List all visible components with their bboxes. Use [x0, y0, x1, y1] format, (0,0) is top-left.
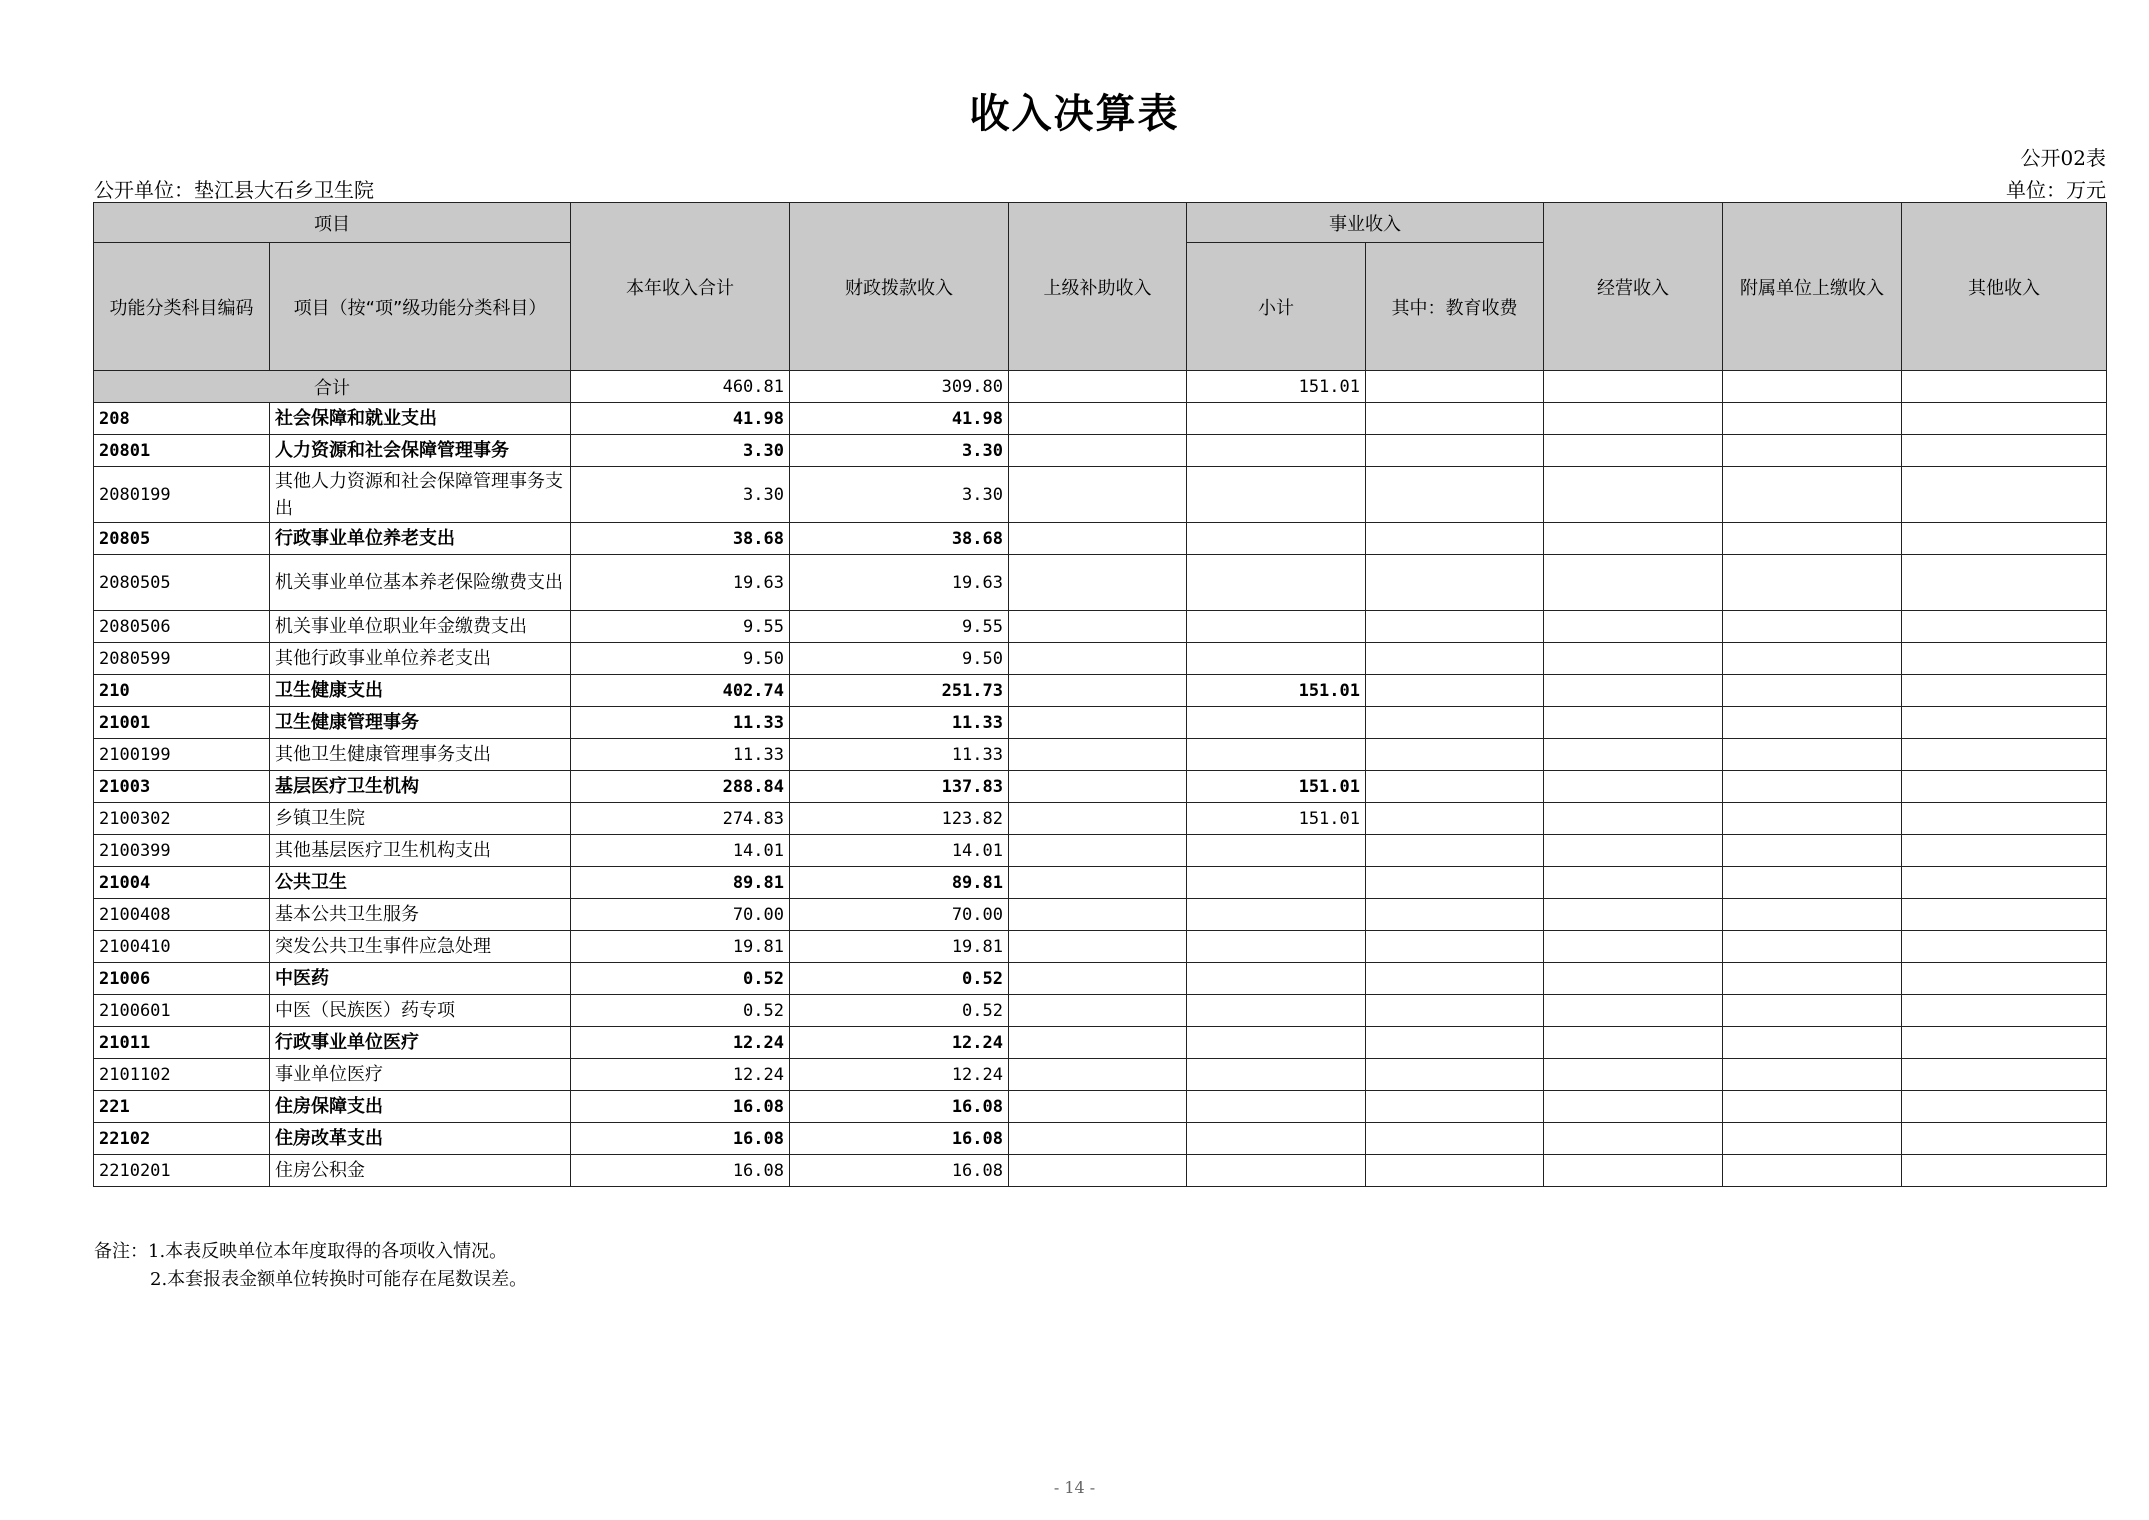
amount-cell: [1009, 931, 1187, 963]
amount-cell: [1009, 403, 1187, 435]
amount-cell: 9.55: [571, 611, 790, 643]
amount-cell: [1544, 707, 1723, 739]
table-row: [94, 931, 2107, 963]
amount-cell: 274.83: [571, 803, 790, 835]
amount-cell: [1723, 675, 1902, 707]
amount-cell: [1366, 467, 1544, 523]
amount-cell: [1544, 1059, 1723, 1091]
amount-cell: [1366, 675, 1544, 707]
amount-cell: 41.98: [571, 403, 790, 435]
amount-cell: 11.33: [790, 707, 1009, 739]
func-code-cell: 2080599: [94, 643, 270, 675]
header-func-code: 功能分类科目编码: [94, 243, 270, 371]
total-cell: [1902, 371, 2107, 403]
amount-cell: [1544, 611, 1723, 643]
amount-cell: [1009, 435, 1187, 467]
amount-cell: [1009, 1027, 1187, 1059]
func-code-cell: 21003: [94, 771, 270, 803]
amount-cell: [1723, 523, 1902, 555]
amount-cell: [1902, 467, 2107, 523]
amount-cell: 151.01: [1187, 675, 1366, 707]
amount-cell: 16.08: [790, 1155, 1009, 1187]
amount-cell: [1902, 555, 2107, 611]
func-code-cell: 20805: [94, 523, 270, 555]
amount-cell: 19.81: [571, 931, 790, 963]
amount-cell: 41.98: [790, 403, 1009, 435]
amount-cell: [1902, 523, 2107, 555]
func-code-cell: 2100199: [94, 739, 270, 771]
table-row: [94, 523, 2107, 555]
note-1: 备注：1.本表反映单位本年度取得的各项收入情况。: [94, 1241, 508, 1262]
header-subtotal: 小计: [1187, 243, 1366, 371]
currency-unit: 单位：万元: [2006, 178, 2106, 202]
amount-cell: [1902, 1059, 2107, 1091]
amount-cell: [1544, 899, 1723, 931]
table-row: [94, 1059, 2107, 1091]
func-name-cell: 行政事业单位医疗: [270, 1027, 571, 1059]
amount-cell: [1366, 403, 1544, 435]
amount-cell: [1723, 403, 1902, 435]
amount-cell: [1187, 1091, 1366, 1123]
amount-cell: 288.84: [571, 771, 790, 803]
header-fiscal: 财政拨款收入: [790, 203, 1009, 371]
amount-cell: [1009, 899, 1187, 931]
amount-cell: 14.01: [790, 835, 1009, 867]
amount-cell: 11.33: [790, 739, 1009, 771]
amount-cell: [1366, 835, 1544, 867]
table-row: [94, 899, 2107, 931]
amount-cell: [1723, 643, 1902, 675]
amount-cell: [1009, 707, 1187, 739]
total-cell: 309.80: [790, 371, 1009, 403]
amount-cell: [1366, 771, 1544, 803]
amount-cell: [1723, 611, 1902, 643]
header-operating: 经营收入: [1544, 203, 1723, 371]
amount-cell: [1723, 707, 1902, 739]
func-code-cell: 208: [94, 403, 270, 435]
amount-cell: [1902, 867, 2107, 899]
amount-cell: 3.30: [790, 467, 1009, 523]
func-code-cell: 2100408: [94, 899, 270, 931]
reporting-unit: 公开单位：垫江县大石乡卫生院: [94, 178, 374, 202]
amount-cell: [1366, 931, 1544, 963]
amount-cell: [1187, 467, 1366, 523]
amount-cell: [1366, 739, 1544, 771]
total-label: 合计: [94, 371, 571, 403]
amount-cell: [1723, 555, 1902, 611]
amount-cell: [1366, 899, 1544, 931]
table-row: [94, 403, 2107, 435]
amount-cell: [1366, 867, 1544, 899]
amount-cell: 251.73: [790, 675, 1009, 707]
table-row: [94, 467, 2107, 523]
func-name-cell: 人力资源和社会保障管理事务: [270, 435, 571, 467]
func-code-cell: 2101102: [94, 1059, 270, 1091]
func-code-cell: 2080505: [94, 555, 270, 611]
amount-cell: [1009, 611, 1187, 643]
table-row: [94, 995, 2107, 1027]
amount-cell: [1723, 963, 1902, 995]
amount-cell: [1187, 555, 1366, 611]
func-code-cell: 210: [94, 675, 270, 707]
amount-cell: 0.52: [571, 963, 790, 995]
amount-cell: [1366, 523, 1544, 555]
amount-cell: [1544, 523, 1723, 555]
amount-cell: [1723, 835, 1902, 867]
amount-cell: [1723, 435, 1902, 467]
table-row: [94, 867, 2107, 899]
amount-cell: [1187, 523, 1366, 555]
amount-cell: [1187, 643, 1366, 675]
amount-cell: [1723, 1091, 1902, 1123]
form-number: 公开02表: [2020, 146, 2106, 170]
amount-cell: [1009, 467, 1187, 523]
amount-cell: [1366, 1091, 1544, 1123]
amount-cell: [1544, 835, 1723, 867]
amount-cell: [1723, 1027, 1902, 1059]
amount-cell: [1723, 739, 1902, 771]
amount-cell: [1902, 707, 2107, 739]
amount-cell: [1187, 931, 1366, 963]
amount-cell: [1009, 867, 1187, 899]
amount-cell: [1902, 1027, 2107, 1059]
amount-cell: [1723, 467, 1902, 523]
amount-cell: 16.08: [790, 1123, 1009, 1155]
amount-cell: [1366, 1027, 1544, 1059]
amount-cell: [1544, 403, 1723, 435]
table-row: [94, 1123, 2107, 1155]
amount-cell: [1187, 707, 1366, 739]
amount-cell: [1723, 995, 1902, 1027]
table-body: [94, 371, 2107, 1187]
amount-cell: [1544, 867, 1723, 899]
header-func-name: 项目（按“项”级功能分类科目）: [270, 243, 571, 371]
func-name-cell: 其他基层医疗卫生机构支出: [270, 835, 571, 867]
amount-cell: [1366, 1059, 1544, 1091]
amount-cell: 89.81: [790, 867, 1009, 899]
amount-cell: [1009, 523, 1187, 555]
amount-cell: [1009, 1123, 1187, 1155]
amount-cell: [1009, 803, 1187, 835]
table-row: [94, 835, 2107, 867]
amount-cell: 3.30: [571, 435, 790, 467]
total-cell: [1723, 371, 1902, 403]
amount-cell: 12.24: [790, 1059, 1009, 1091]
func-code-cell: 2210201: [94, 1155, 270, 1187]
func-code-cell: 2100302: [94, 803, 270, 835]
func-name-cell: 其他人力资源和社会保障管理事务支出: [270, 467, 571, 523]
table-row: [94, 771, 2107, 803]
table-row: [94, 1091, 2107, 1123]
func-code-cell: 2100399: [94, 835, 270, 867]
amount-cell: [1902, 1123, 2107, 1155]
amount-cell: [1902, 643, 2107, 675]
amount-cell: [1366, 1123, 1544, 1155]
header-education: 其中：教育收费: [1366, 243, 1544, 371]
amount-cell: 16.08: [571, 1091, 790, 1123]
header-total-income: 本年收入合计: [571, 203, 790, 371]
func-name-cell: 基本公共卫生服务: [270, 899, 571, 931]
amount-cell: 9.50: [571, 643, 790, 675]
amount-cell: 38.68: [790, 523, 1009, 555]
amount-cell: [1009, 1059, 1187, 1091]
func-code-cell: 20801: [94, 435, 270, 467]
table-row: [94, 611, 2107, 643]
header-other: 其他收入: [1902, 203, 2107, 371]
amount-cell: [1009, 1091, 1187, 1123]
total-cell: 460.81: [571, 371, 790, 403]
income-table: [93, 202, 2107, 1187]
amount-cell: [1366, 803, 1544, 835]
amount-cell: [1902, 931, 2107, 963]
amount-cell: 9.55: [790, 611, 1009, 643]
table-row: [94, 1155, 2107, 1187]
amount-cell: 12.24: [790, 1027, 1009, 1059]
amount-cell: 137.83: [790, 771, 1009, 803]
amount-cell: [1723, 771, 1902, 803]
func-code-cell: 21006: [94, 963, 270, 995]
table-row: [94, 803, 2107, 835]
amount-cell: [1187, 435, 1366, 467]
func-name-cell: 住房保障支出: [270, 1091, 571, 1123]
amount-cell: 123.82: [790, 803, 1009, 835]
amount-cell: [1187, 867, 1366, 899]
amount-cell: 151.01: [1187, 803, 1366, 835]
amount-cell: [1187, 1059, 1366, 1091]
func-code-cell: 221: [94, 1091, 270, 1123]
table-row: [94, 739, 2107, 771]
amount-cell: [1009, 995, 1187, 1027]
amount-cell: [1544, 555, 1723, 611]
amount-cell: [1902, 963, 2107, 995]
func-code-cell: 21004: [94, 867, 270, 899]
header-project: 项目: [94, 203, 571, 243]
amount-cell: [1544, 1155, 1723, 1187]
amount-cell: [1902, 611, 2107, 643]
header-superior: 上级补助收入: [1009, 203, 1187, 371]
amount-cell: [1544, 1123, 1723, 1155]
func-name-cell: 中医（民族医）药专项: [270, 995, 571, 1027]
amount-cell: [1902, 1091, 2107, 1123]
amount-cell: 70.00: [571, 899, 790, 931]
amount-cell: 3.30: [571, 467, 790, 523]
amount-cell: [1723, 867, 1902, 899]
amount-cell: [1723, 1155, 1902, 1187]
amount-cell: 19.63: [790, 555, 1009, 611]
func-code-cell: 2100601: [94, 995, 270, 1027]
amount-cell: 0.52: [790, 995, 1009, 1027]
amount-cell: [1187, 611, 1366, 643]
amount-cell: 12.24: [571, 1027, 790, 1059]
amount-cell: [1902, 1155, 2107, 1187]
amount-cell: [1009, 963, 1187, 995]
amount-cell: [1187, 835, 1366, 867]
amount-cell: 14.01: [571, 835, 790, 867]
page-number: - 14 -: [1053, 1478, 1096, 1497]
amount-cell: 11.33: [571, 707, 790, 739]
amount-cell: [1366, 435, 1544, 467]
amount-cell: [1187, 1123, 1366, 1155]
amount-cell: [1544, 1091, 1723, 1123]
amount-cell: 19.81: [790, 931, 1009, 963]
amount-cell: [1544, 643, 1723, 675]
amount-cell: 16.08: [571, 1155, 790, 1187]
amount-cell: 12.24: [571, 1059, 790, 1091]
func-name-cell: 乡镇卫生院: [270, 803, 571, 835]
func-name-cell: 公共卫生: [270, 867, 571, 899]
note-2: 2.本套报表金额单位转换时可能存在尾数误差。: [150, 1269, 528, 1290]
func-code-cell: 21001: [94, 707, 270, 739]
total-cell: [1366, 371, 1544, 403]
amount-cell: [1723, 899, 1902, 931]
amount-cell: [1902, 675, 2107, 707]
func-name-cell: 基层医疗卫生机构: [270, 771, 571, 803]
amount-cell: 89.81: [571, 867, 790, 899]
func-name-cell: 突发公共卫生事件应急处理: [270, 931, 571, 963]
amount-cell: [1902, 995, 2107, 1027]
amount-cell: [1902, 899, 2107, 931]
func-name-cell: 社会保障和就业支出: [270, 403, 571, 435]
amount-cell: [1366, 1155, 1544, 1187]
amount-cell: 9.50: [790, 643, 1009, 675]
amount-cell: [1544, 739, 1723, 771]
amount-cell: 3.30: [790, 435, 1009, 467]
amount-cell: [1544, 963, 1723, 995]
amount-cell: [1366, 963, 1544, 995]
func-code-cell: 22102: [94, 1123, 270, 1155]
amount-cell: [1723, 1059, 1902, 1091]
func-code-cell: 2080199: [94, 467, 270, 523]
amount-cell: 151.01: [1187, 771, 1366, 803]
amount-cell: [1723, 931, 1902, 963]
func-code-cell: 2080506: [94, 611, 270, 643]
func-code-cell: 2100410: [94, 931, 270, 963]
amount-cell: [1902, 771, 2107, 803]
func-name-cell: 其他卫生健康管理事务支出: [270, 739, 571, 771]
amount-cell: [1009, 739, 1187, 771]
func-name-cell: 卫生健康管理事务: [270, 707, 571, 739]
amount-cell: [1009, 1155, 1187, 1187]
amount-cell: 38.68: [571, 523, 790, 555]
amount-cell: [1723, 1123, 1902, 1155]
amount-cell: [1544, 995, 1723, 1027]
func-name-cell: 住房改革支出: [270, 1123, 571, 1155]
amount-cell: [1902, 803, 2107, 835]
table-row: [94, 707, 2107, 739]
amount-cell: [1366, 995, 1544, 1027]
amount-cell: [1902, 739, 2107, 771]
func-name-cell: 事业单位医疗: [270, 1059, 571, 1091]
amount-cell: [1544, 931, 1723, 963]
amount-cell: [1187, 403, 1366, 435]
total-row: [94, 371, 2107, 403]
amount-cell: [1187, 1027, 1366, 1059]
amount-cell: 16.08: [571, 1123, 790, 1155]
amount-cell: [1009, 835, 1187, 867]
amount-cell: [1902, 835, 2107, 867]
amount-cell: [1544, 803, 1723, 835]
func-name-cell: 住房公积金: [270, 1155, 571, 1187]
table-row: [94, 435, 2107, 467]
amount-cell: [1009, 771, 1187, 803]
header-business: 事业收入: [1187, 203, 1544, 243]
amount-cell: 70.00: [790, 899, 1009, 931]
amount-cell: 0.52: [571, 995, 790, 1027]
amount-cell: [1366, 555, 1544, 611]
amount-cell: [1366, 707, 1544, 739]
func-name-cell: 中医药: [270, 963, 571, 995]
amount-cell: [1902, 403, 2107, 435]
table-row: [94, 675, 2107, 707]
total-cell: 151.01: [1187, 371, 1366, 403]
amount-cell: [1009, 555, 1187, 611]
header-affiliated: 附属单位上缴收入: [1723, 203, 1902, 371]
func-name-cell: 卫生健康支出: [270, 675, 571, 707]
func-name-cell: 其他行政事业单位养老支出: [270, 643, 571, 675]
amount-cell: [1009, 675, 1187, 707]
total-cell: [1544, 371, 1723, 403]
func-code-cell: 21011: [94, 1027, 270, 1059]
amount-cell: [1544, 771, 1723, 803]
amount-cell: [1544, 435, 1723, 467]
amount-cell: 19.63: [571, 555, 790, 611]
amount-cell: [1723, 803, 1902, 835]
amount-cell: 11.33: [571, 739, 790, 771]
func-name-cell: 机关事业单位职业年金缴费支出: [270, 611, 571, 643]
amount-cell: [1366, 643, 1544, 675]
amount-cell: [1187, 1155, 1366, 1187]
amount-cell: [1009, 643, 1187, 675]
amount-cell: [1544, 467, 1723, 523]
amount-cell: [1187, 739, 1366, 771]
amount-cell: [1366, 611, 1544, 643]
amount-cell: 16.08: [790, 1091, 1009, 1123]
func-name-cell: 机关事业单位基本养老保险缴费支出: [270, 555, 571, 611]
total-cell: [1009, 371, 1187, 403]
amount-cell: [1187, 995, 1366, 1027]
table-row: [94, 643, 2107, 675]
amount-cell: [1902, 435, 2107, 467]
table-row: [94, 963, 2107, 995]
amount-cell: [1544, 675, 1723, 707]
amount-cell: [1187, 899, 1366, 931]
table-row: [94, 1027, 2107, 1059]
func-name-cell: 行政事业单位养老支出: [270, 523, 571, 555]
amount-cell: [1544, 1027, 1723, 1059]
notes: [94, 1238, 527, 1294]
table-row: [94, 555, 2107, 611]
amount-cell: 402.74: [571, 675, 790, 707]
page-title: 收入决算表: [969, 91, 1180, 137]
amount-cell: 0.52: [790, 963, 1009, 995]
amount-cell: [1187, 963, 1366, 995]
